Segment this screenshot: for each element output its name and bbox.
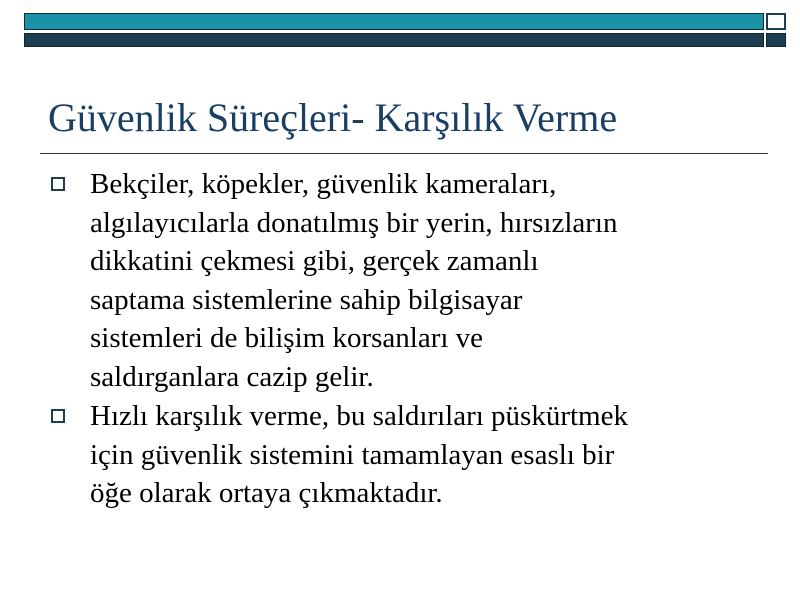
bullet-line: öğe olarak ortaya çıkmaktadır. bbox=[90, 477, 443, 509]
header-bar-teal bbox=[24, 13, 764, 30]
bullet-item bbox=[40, 165, 760, 396]
bullet-list bbox=[40, 165, 760, 514]
header-bar-navy bbox=[24, 33, 764, 47]
slide-title: Güvenlik Süreçleri- Karşılık Verme bbox=[48, 95, 618, 140]
header-square-outline bbox=[766, 13, 786, 30]
bullet-line: Bekçiler, köpekler, güvenlik kameraları, bbox=[90, 168, 557, 200]
hollow-square-bullet-icon bbox=[51, 177, 65, 191]
bullet-line: algılayıcılarla donatılmış bir yerin, hırsızların bbox=[90, 206, 618, 239]
bullet-line: için güvenlik sistemini tamamlayan esaslı bir bbox=[90, 438, 615, 471]
hollow-square-bullet-icon bbox=[51, 409, 65, 423]
bullet-line: saptama sistemlerine sahip bilgisayar bbox=[90, 283, 523, 316]
header-square-filled bbox=[766, 33, 786, 47]
bullet-line: Hızlı karşılık verme, bu saldırıları püskürtmek bbox=[90, 400, 628, 432]
bullet-line: saldırganlara cazip gelir. bbox=[90, 360, 374, 393]
bullet-line: dikkatini çekmesi gibi, gerçek zamanlı bbox=[90, 245, 539, 277]
title-divider bbox=[40, 153, 768, 154]
bullet-line: sistemleri de bilişim korsanları ve bbox=[90, 322, 484, 354]
bullet-item bbox=[40, 397, 760, 513]
